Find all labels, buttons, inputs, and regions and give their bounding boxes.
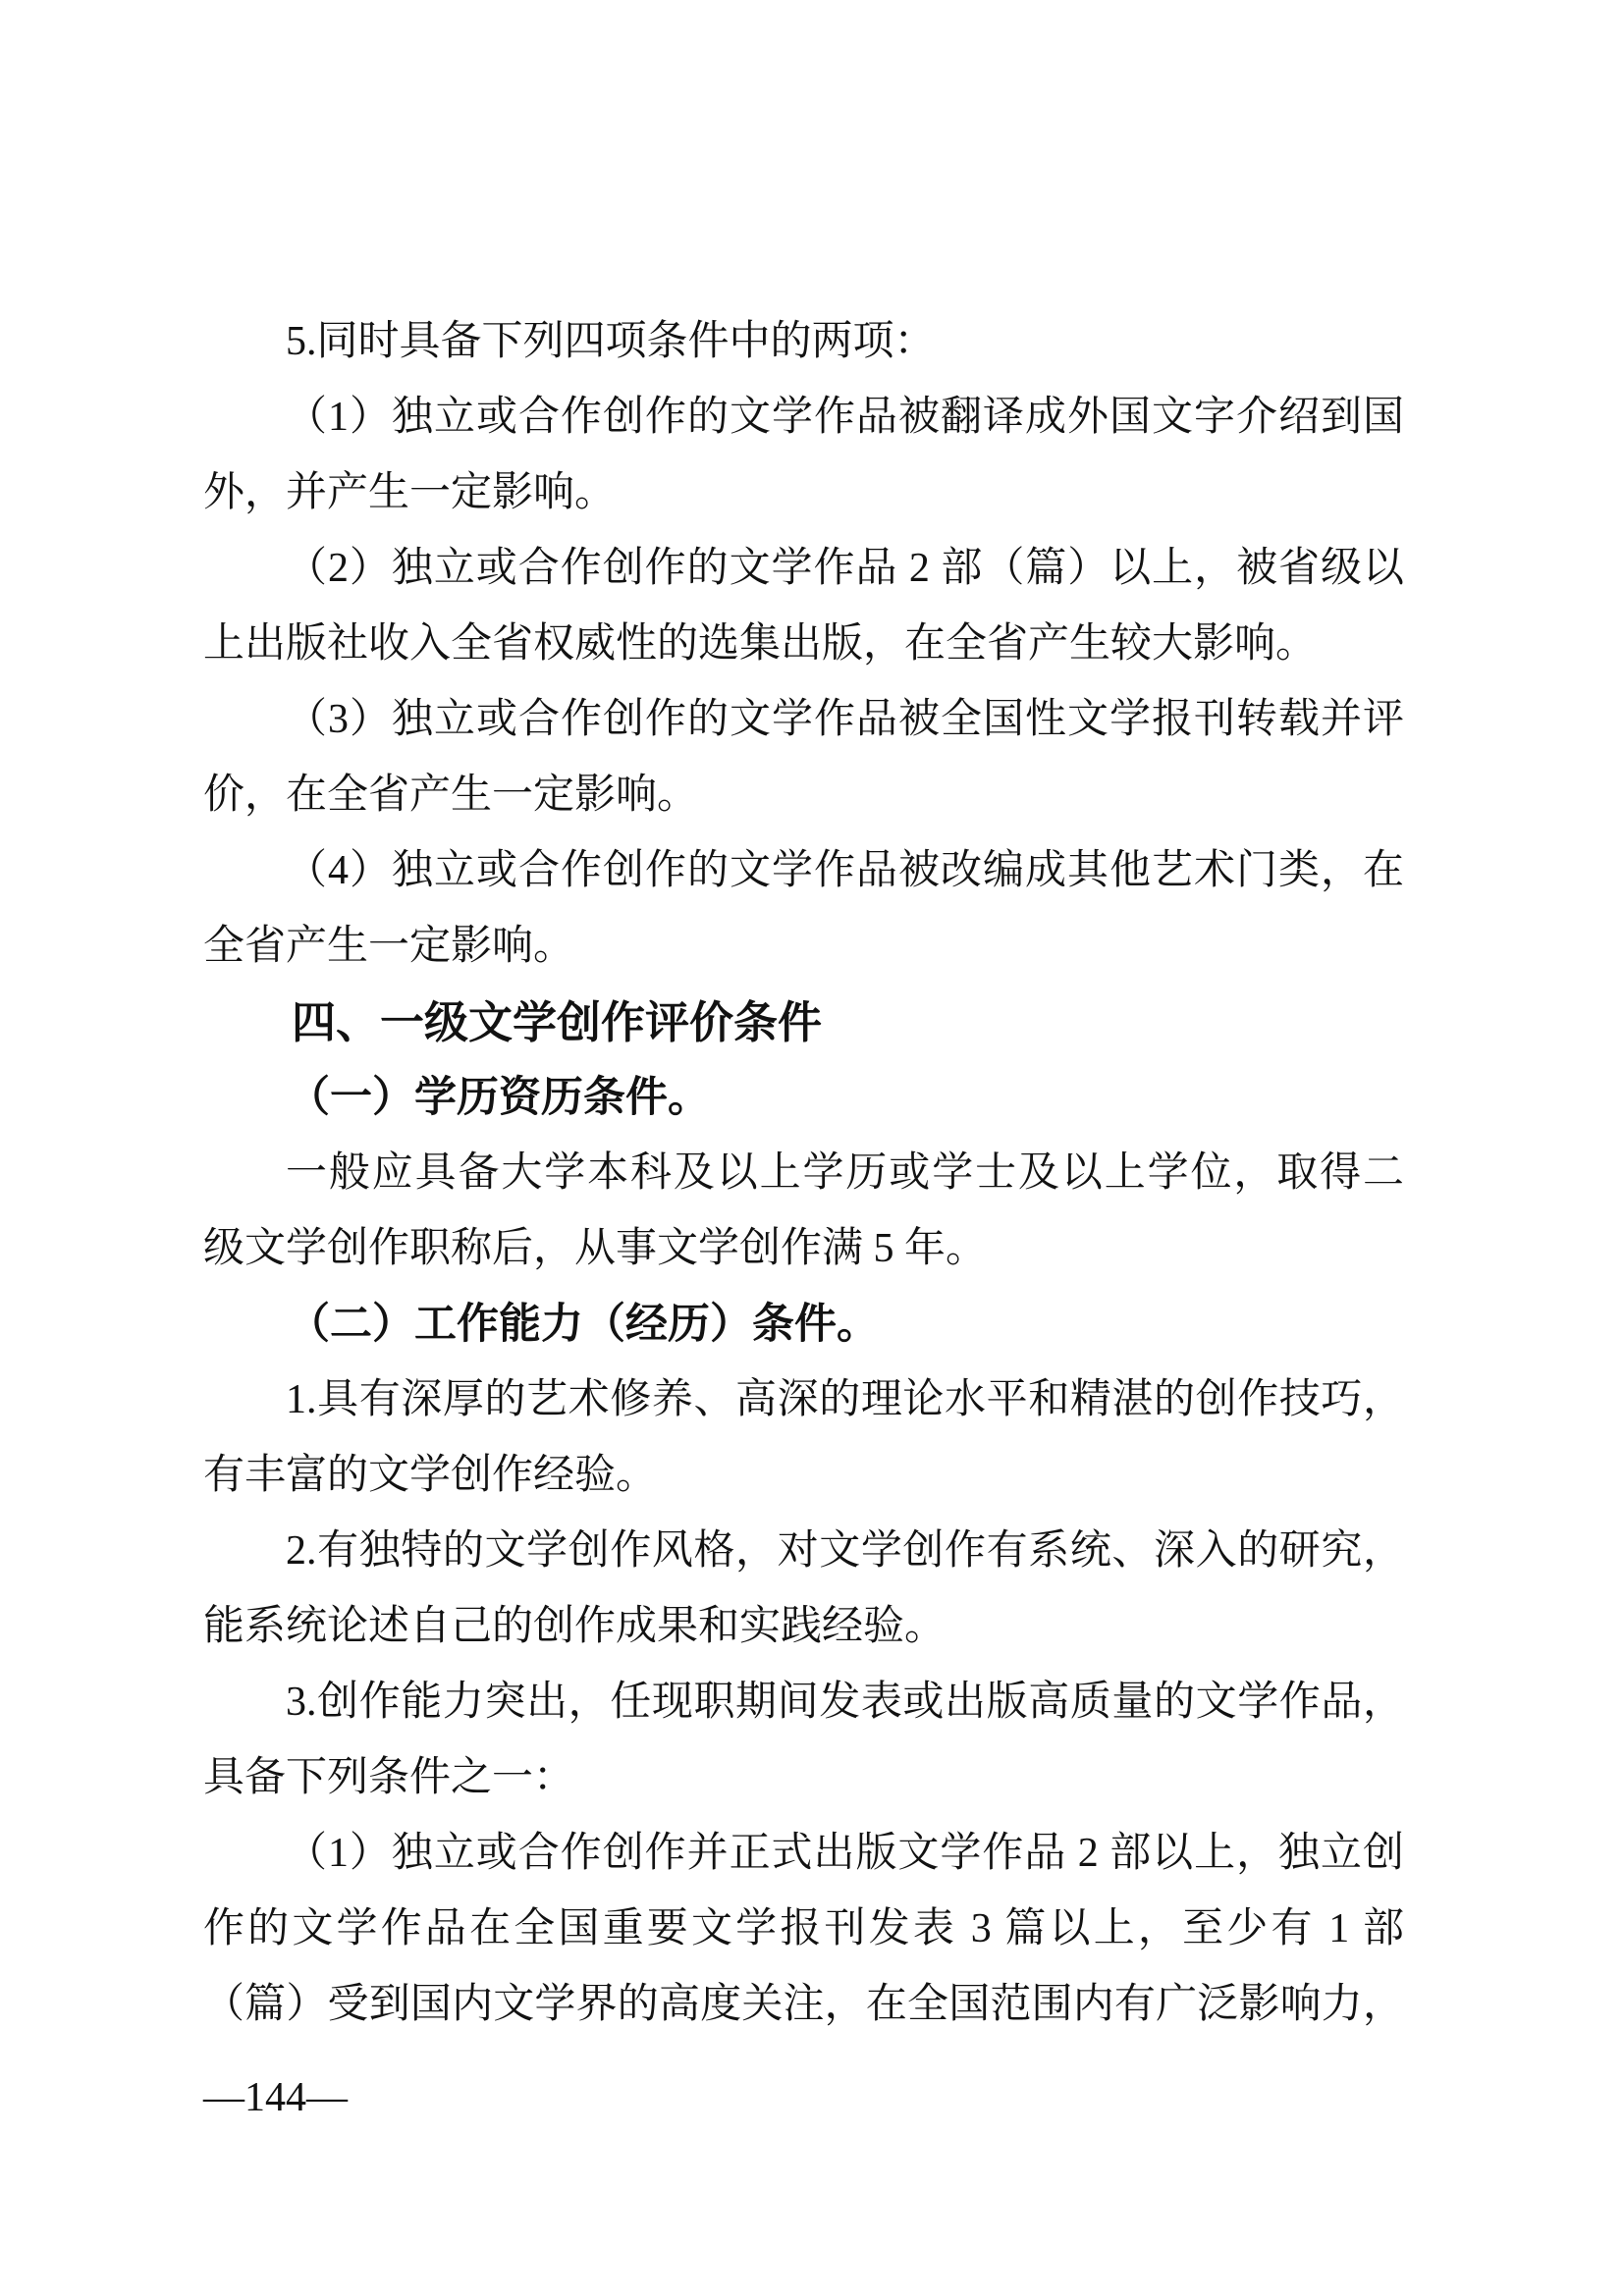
subsection-heading: （二）工作能力（经历）条件。 [288, 1302, 879, 1348]
section-heading: 四、一级文学创作评价条件 [292, 997, 823, 1047]
text-line: 上出版社收入全省权威性的选集出版，在全省产生较大影响。 [203, 621, 1318, 667]
text-line: （2）独立或合作创作的文学作品 2 部（篇）以上，被省级以 [286, 546, 1404, 591]
text-line: （篇）受到国内文学界的高度关注，在全国范围内有广泛影响力， [203, 1982, 1404, 2027]
text-line: （4）独立或合作创作的文学作品被改编成其他艺术门类，在 [286, 848, 1404, 893]
text-line: （3）独立或合作创作的文学作品被全国性文学报刊转载并评 [286, 697, 1404, 742]
text-line: （1）独立或合作创作并正式出版文学作品 2 部以上，独立创 [286, 1831, 1404, 1876]
page-number: —144— [203, 2075, 348, 2120]
subsection-heading: （一）学历资历条件。 [288, 1075, 710, 1121]
text-line: 3.创作能力突出，任现职期间发表或出版高质量的文学作品， [286, 1680, 1404, 1725]
text-line: （1）独立或合作创作的文学作品被翻译成外国文字介绍到国 [286, 395, 1404, 440]
text-line: 5.同时具备下列四项条件中的两项： [286, 319, 936, 364]
text-line: 外，并产生一定影响。 [203, 470, 617, 515]
text-line: 具备下列条件之一： [203, 1755, 575, 1800]
text-line: 级文学创作职称后，从事文学创作满 5 年。 [203, 1226, 988, 1271]
text-line: 一般应具备大学本科及以上学历或学士及以上学位，取得二 [286, 1150, 1404, 1196]
text-line: 全省产生一定影响。 [203, 924, 575, 969]
text-line: 价，在全省产生一定影响。 [203, 773, 699, 818]
text-line: 1.具有深厚的艺术修养、高深的理论水平和精湛的创作技巧， [286, 1377, 1404, 1422]
text-line: 能系统论述自己的创作成果和实践经验。 [203, 1604, 947, 1649]
document-body [203, 304, 1404, 2043]
text-line: 有丰富的文学创作经验。 [203, 1453, 658, 1498]
text-line: 作的文学作品在全国重要文学报刊发表 3 篇以上，至少有 1 部 [203, 1906, 1404, 1951]
text-line: 2.有独特的文学创作风格，对文学创作有系统、深入的研究， [286, 1528, 1404, 1574]
